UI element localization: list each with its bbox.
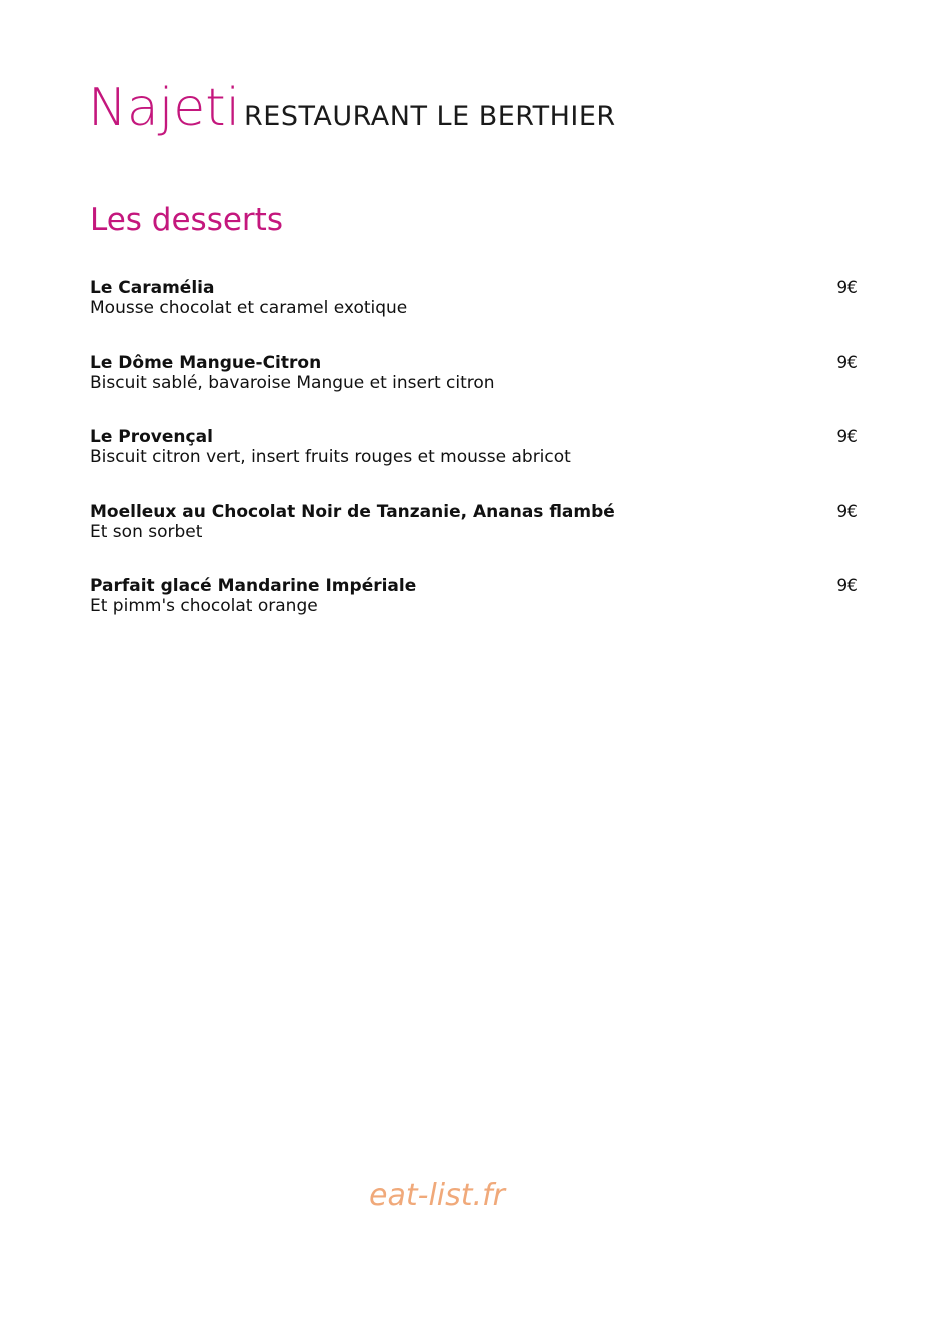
menu-item-name: Moelleux au Chocolat Noir de Tanzanie, Ananas flambé [90,501,615,522]
menu-item-description: Et son sorbet [90,521,203,542]
header [88,78,616,138]
watermark-text: eat-list.fr [369,1178,505,1213]
menu-item-name: Le Caramélia [90,278,215,298]
menu-item [90,576,860,651]
menu-item-price: 9€ [836,501,858,522]
menu-item-price: 9€ [836,278,858,298]
brand-logo-text: Najeti [88,78,241,138]
menu-item [90,502,860,577]
menu-item [90,427,860,502]
menu-item-description: Mousse chocolat et caramel exotique [90,298,408,318]
menu-item-price: 9€ [836,427,858,447]
menu-item [90,353,860,428]
menu-item-description: Biscuit citron vert, insert fruits rouges et mousse abricot [90,447,571,467]
menu-item-price: 9€ [836,576,858,596]
section-title: Les desserts [90,202,283,238]
menu-item-name: Le Provençal [90,427,213,447]
menu-item-name: Parfait glacé Mandarine Impériale [90,576,417,596]
menu-item [90,278,860,353]
menu-item-description: Et pimm's chocolat orange [90,596,318,616]
menu-item-name: Le Dôme Mangue-Citron [90,352,322,373]
menu-item-price: 9€ [836,352,858,373]
dessert-menu-list [90,278,860,651]
restaurant-name: RESTAURANT LE BERTHIER [244,101,616,132]
menu-item-description: Biscuit sablé, bavaroise Mangue et insert citron [90,372,495,393]
